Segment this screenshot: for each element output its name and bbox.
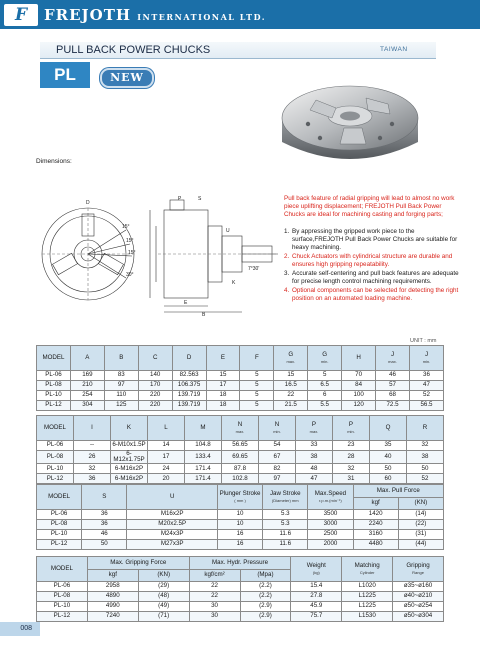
table-cell: 48 bbox=[296, 464, 333, 474]
table-cell: 15 bbox=[274, 371, 308, 381]
table-cell: 56.5 bbox=[409, 401, 443, 411]
table-cell: 18 bbox=[206, 401, 240, 411]
table-cell: 16 bbox=[217, 540, 262, 550]
table-cell: PL-08 bbox=[37, 520, 82, 530]
table-cell: 1420 bbox=[353, 510, 398, 520]
table-cell: 5 bbox=[240, 381, 274, 391]
table-cell: 7240 bbox=[87, 612, 138, 622]
dimensions-table-1 bbox=[36, 345, 444, 411]
col-header: M bbox=[185, 416, 222, 441]
col-header: R bbox=[407, 416, 444, 441]
table-cell: PL-12 bbox=[37, 540, 82, 550]
table-cell: 56.65 bbox=[222, 441, 259, 451]
table-cell: 50 bbox=[370, 464, 407, 474]
drawing-label-u: U bbox=[226, 228, 230, 234]
dimensions-label: Dimensions: bbox=[36, 158, 72, 165]
table-cell: 31 bbox=[333, 474, 370, 484]
table-cell: PL-10 bbox=[37, 530, 82, 540]
table-cell: 17 bbox=[148, 451, 185, 464]
table-cell: 6-M10x1.5P bbox=[111, 441, 148, 451]
col-header: D bbox=[172, 346, 206, 371]
model-code: PL bbox=[40, 62, 90, 88]
table-cell: 68 bbox=[376, 391, 410, 401]
table-cell: 11.6 bbox=[263, 540, 308, 550]
table-cell: L1020 bbox=[342, 582, 393, 592]
col-grip-kn: (KN) bbox=[138, 570, 189, 582]
drawing-label-p: P bbox=[178, 196, 182, 202]
chuck-photo bbox=[270, 58, 430, 178]
table-cell: 57 bbox=[376, 381, 410, 391]
table-cell: (2.2) bbox=[240, 592, 291, 602]
table-cell: 46 bbox=[82, 530, 127, 540]
table-cell: 4990 bbox=[87, 602, 138, 612]
table-cell: (49) bbox=[138, 602, 189, 612]
table-cell: 50 bbox=[407, 464, 444, 474]
stroke-speed-table bbox=[36, 484, 444, 550]
table-cell: 36 bbox=[82, 520, 127, 530]
table-cell: M27x3P bbox=[127, 540, 218, 550]
angle-3: 15° bbox=[128, 250, 136, 256]
table-row bbox=[37, 474, 444, 484]
table-row bbox=[37, 612, 444, 622]
table-cell: 140 bbox=[138, 371, 172, 381]
col-header: MODEL bbox=[37, 346, 71, 371]
table-cell: 84 bbox=[342, 381, 376, 391]
col-pull-force: Max. Pull Force bbox=[353, 485, 443, 498]
table-cell: 4890 bbox=[87, 592, 138, 602]
table-cell: 10 bbox=[217, 520, 262, 530]
table-cell: 75.7 bbox=[291, 612, 342, 622]
table-cell: 32 bbox=[74, 464, 111, 474]
col-grip-kgf: kgf bbox=[87, 570, 138, 582]
table-cell: 171.4 bbox=[185, 474, 222, 484]
table-row bbox=[37, 520, 444, 530]
drawing-label-d: D bbox=[86, 200, 90, 206]
table-cell: 32 bbox=[407, 441, 444, 451]
table-cell: 5.3 bbox=[263, 510, 308, 520]
table-cell: 3160 bbox=[353, 530, 398, 540]
table-cell: 69.65 bbox=[222, 451, 259, 464]
page-number: 008 bbox=[0, 622, 40, 636]
table-cell: ø50~ø304 bbox=[393, 612, 444, 622]
col-plunger: Plunger Stroke ( mm ) bbox=[217, 485, 262, 510]
table-cell: 70 bbox=[342, 371, 376, 381]
col-s: S bbox=[82, 485, 127, 510]
table-cell: 5 bbox=[240, 391, 274, 401]
table-cell: PL-06 bbox=[37, 441, 74, 451]
table-cell: 17 bbox=[206, 381, 240, 391]
table-cell: 5 bbox=[240, 371, 274, 381]
col-header: P max. bbox=[296, 416, 333, 441]
table-cell: (29) bbox=[138, 582, 189, 592]
table-cell: 104.8 bbox=[185, 441, 222, 451]
table-cell: 304 bbox=[70, 401, 104, 411]
table-row bbox=[37, 451, 444, 464]
table-cell: 18 bbox=[206, 391, 240, 401]
feature-item: 4. Optional components can be selected for detecting the right position on an automated loading machine. bbox=[284, 287, 459, 302]
table-cell: 35 bbox=[370, 441, 407, 451]
page-title: PULL BACK POWER CHUCKS bbox=[56, 44, 211, 56]
brand-name bbox=[44, 6, 266, 24]
table-cell: L1225 bbox=[342, 602, 393, 612]
col-header: I bbox=[74, 416, 111, 441]
table-cell: 2500 bbox=[308, 530, 353, 540]
table-cell: 254 bbox=[70, 391, 104, 401]
gripping-table bbox=[36, 556, 444, 622]
table-cell: 139.719 bbox=[172, 401, 206, 411]
brand-main: FREJOTH bbox=[44, 6, 132, 24]
drawing-label-b: B bbox=[202, 312, 206, 318]
table-cell: 171.4 bbox=[185, 464, 222, 474]
table-cell: 14 bbox=[148, 441, 185, 451]
drawing-label-k: K bbox=[232, 280, 236, 286]
table-row bbox=[37, 381, 444, 391]
table-cell: 47 bbox=[296, 474, 333, 484]
feature-item: 2. Chuck Actuators with cylindrical structure are durable and ensures high gripping repeatability. bbox=[284, 253, 453, 268]
table-cell: 82 bbox=[259, 464, 296, 474]
table-row bbox=[37, 530, 444, 540]
col-model: MODEL bbox=[37, 557, 88, 582]
table-row bbox=[37, 371, 444, 381]
col-header: K bbox=[111, 416, 148, 441]
brand-logo: F bbox=[4, 4, 38, 26]
chamfer-angle: 7°30' bbox=[248, 266, 260, 272]
table-cell: 52 bbox=[407, 474, 444, 484]
col-header: C bbox=[138, 346, 172, 371]
col-jaw: Jaw Stroke (Diameter) mm bbox=[263, 485, 308, 510]
col-pressure-mpa: (Mpa) bbox=[240, 570, 291, 582]
table-cell: 26 bbox=[74, 451, 111, 464]
table-cell: 38 bbox=[296, 451, 333, 464]
col-header: B bbox=[104, 346, 138, 371]
table-cell: PL-08 bbox=[37, 592, 88, 602]
angle-2: 15° bbox=[126, 238, 134, 244]
table-cell: 3000 bbox=[308, 520, 353, 530]
table-cell: PL-08 bbox=[37, 451, 74, 464]
table-cell: (31) bbox=[398, 530, 443, 540]
table-cell: 27.8 bbox=[291, 592, 342, 602]
col-header: Q bbox=[370, 416, 407, 441]
table-cell: L1530 bbox=[342, 612, 393, 622]
table-row bbox=[37, 391, 444, 401]
table-cell: 5.5 bbox=[308, 401, 342, 411]
table-cell: 50 bbox=[82, 540, 127, 550]
table-cell: 6.5 bbox=[308, 381, 342, 391]
table-cell: 16 bbox=[217, 530, 262, 540]
table-cell: (2.9) bbox=[240, 602, 291, 612]
table-cell: 40 bbox=[370, 451, 407, 464]
new-badge: NEW bbox=[100, 68, 154, 88]
table-cell: 4480 bbox=[353, 540, 398, 550]
col-pull-kgf: kgf bbox=[353, 498, 398, 510]
table-cell: 102.8 bbox=[222, 474, 259, 484]
table-cell: PL-10 bbox=[37, 391, 71, 401]
col-header: L bbox=[148, 416, 185, 441]
table-cell: 125 bbox=[104, 401, 138, 411]
col-header: N min. bbox=[259, 416, 296, 441]
table-row bbox=[37, 464, 444, 474]
col-header: J min. bbox=[409, 346, 443, 371]
drawing-label-e: E bbox=[184, 300, 188, 306]
table-row bbox=[37, 540, 444, 550]
table-cell: 3500 bbox=[308, 510, 353, 520]
col-grip-force: Max. Gripping Force bbox=[87, 557, 189, 570]
table-cell: 120 bbox=[342, 401, 376, 411]
table-cell: 30 bbox=[189, 602, 240, 612]
table-cell: 47 bbox=[409, 381, 443, 391]
table-cell: M16x2P bbox=[127, 510, 218, 520]
angle-4: 30° bbox=[126, 272, 134, 278]
table-cell: (14) bbox=[398, 510, 443, 520]
col-header: H bbox=[342, 346, 376, 371]
table-cell: 23 bbox=[333, 441, 370, 451]
table-row bbox=[37, 582, 444, 592]
table-cell: 24 bbox=[148, 464, 185, 474]
table-cell: 52 bbox=[409, 391, 443, 401]
table-cell: PL-08 bbox=[37, 381, 71, 391]
col-cylinder: Matching Cylinder bbox=[342, 557, 393, 582]
table-row bbox=[37, 441, 444, 451]
table-cell: 21.5 bbox=[274, 401, 308, 411]
table-row bbox=[37, 602, 444, 612]
table-cell: 36 bbox=[74, 474, 111, 484]
table-cell: 22 bbox=[189, 592, 240, 602]
table-cell: M24x3P bbox=[127, 530, 218, 540]
col-header: F bbox=[240, 346, 274, 371]
table-cell: (44) bbox=[398, 540, 443, 550]
table-cell: (71) bbox=[138, 612, 189, 622]
feature-item: 3. Accurate self-centering and pull back features are adequate for precise length control machining requirements. bbox=[284, 270, 459, 285]
table-cell: PL-12 bbox=[37, 474, 74, 484]
table-cell: 72.5 bbox=[376, 401, 410, 411]
feature-item: 1. By appressing the gripped work piece to the surface,FREJOTH Pull Back Power Chucks are suitable for heavy machining. bbox=[284, 228, 458, 251]
table-cell: 16.5 bbox=[274, 381, 308, 391]
table-cell: 11.6 bbox=[263, 530, 308, 540]
table-cell: 45.9 bbox=[291, 602, 342, 612]
header-bar bbox=[0, 0, 480, 29]
table-cell: 133.4 bbox=[185, 451, 222, 464]
table-cell: 15 bbox=[206, 371, 240, 381]
table-row bbox=[37, 510, 444, 520]
col-hydr-pressure: Max. Hydr. Pressure bbox=[189, 557, 291, 570]
table-cell: 220 bbox=[138, 391, 172, 401]
table-cell: 169 bbox=[70, 371, 104, 381]
table-cell: PL-12 bbox=[37, 401, 71, 411]
col-speed: Max.Speed r.p.m.(min⁻¹) bbox=[308, 485, 353, 510]
table-row bbox=[37, 592, 444, 602]
col-u: U bbox=[127, 485, 218, 510]
feature-list bbox=[284, 228, 462, 304]
col-header: G min. bbox=[308, 346, 342, 371]
table-cell: PL-12 bbox=[37, 612, 88, 622]
table-cell: 5.3 bbox=[263, 520, 308, 530]
table-cell: 220 bbox=[138, 401, 172, 411]
col-header: J max. bbox=[376, 346, 410, 371]
table-cell: 54 bbox=[259, 441, 296, 451]
table-cell: 15.4 bbox=[291, 582, 342, 592]
table-cell: 210 bbox=[70, 381, 104, 391]
table-cell: 170 bbox=[138, 381, 172, 391]
drawing-label-s: S bbox=[198, 196, 202, 202]
col-header: N max. bbox=[222, 416, 259, 441]
table-cell: M20x2.5P bbox=[127, 520, 218, 530]
table-cell: PL-06 bbox=[37, 510, 82, 520]
table-cell: 97 bbox=[104, 381, 138, 391]
table-cell: 46 bbox=[376, 371, 410, 381]
col-weight: Weight (kg) bbox=[291, 557, 342, 582]
table-cell: (22) bbox=[398, 520, 443, 530]
table-cell: 36 bbox=[409, 371, 443, 381]
table-cell: 10 bbox=[217, 510, 262, 520]
table-cell: 6-M16x2P bbox=[111, 474, 148, 484]
table-cell: 82.563 bbox=[172, 371, 206, 381]
table-cell: (2.2) bbox=[240, 582, 291, 592]
table-cell: 110 bbox=[104, 391, 138, 401]
table-cell: 106.375 bbox=[172, 381, 206, 391]
brand-sub: INTERNATIONAL LTD. bbox=[137, 12, 267, 22]
table-cell: PL-06 bbox=[37, 582, 88, 592]
col-pressure-kgf: kgf/cm² bbox=[189, 570, 240, 582]
col-model: MODEL bbox=[37, 485, 82, 510]
table-cell: 38 bbox=[407, 451, 444, 464]
table-cell: 32 bbox=[333, 464, 370, 474]
table-cell: 30 bbox=[189, 612, 240, 622]
table-cell: 20 bbox=[148, 474, 185, 484]
table-cell: (2.9) bbox=[240, 612, 291, 622]
dimensions-table-2 bbox=[36, 415, 444, 484]
table-cell: PL-10 bbox=[37, 464, 74, 474]
technical-drawing bbox=[38, 196, 280, 318]
table-cell: -- bbox=[74, 441, 111, 451]
table-cell: 87.8 bbox=[222, 464, 259, 474]
table-cell: L1225 bbox=[342, 592, 393, 602]
table-cell: 2240 bbox=[353, 520, 398, 530]
angle-1: 15° bbox=[122, 224, 130, 230]
col-header: A bbox=[70, 346, 104, 371]
table-cell: 139.719 bbox=[172, 391, 206, 401]
table-cell: PL-06 bbox=[37, 371, 71, 381]
table-cell: 97 bbox=[259, 474, 296, 484]
table-cell: PL-10 bbox=[37, 602, 88, 612]
description-intro: Pull back feature of radial gripping will lead to almost no work piece uplifting displacement; FREJOTH Pull Back Power Chucks are ideal for machining casting and forging parts; bbox=[284, 195, 455, 218]
col-range: Gripping Range bbox=[393, 557, 444, 582]
table-row bbox=[37, 401, 444, 411]
table-cell: 83 bbox=[104, 371, 138, 381]
table-cell: 6-M16x2P bbox=[111, 464, 148, 474]
col-pull-kn: (KN) bbox=[398, 498, 443, 510]
table-cell: ø35~ø160 bbox=[393, 582, 444, 592]
table-cell: 60 bbox=[370, 474, 407, 484]
table-cell: (48) bbox=[138, 592, 189, 602]
table-cell: 6-M12x1.75P bbox=[111, 451, 148, 464]
unit-label: UNIT : mm bbox=[410, 338, 437, 344]
table-cell: 67 bbox=[259, 451, 296, 464]
table-cell: 2000 bbox=[308, 540, 353, 550]
table-cell: 28 bbox=[333, 451, 370, 464]
table-cell: 36 bbox=[82, 510, 127, 520]
table-cell: 100 bbox=[342, 391, 376, 401]
table-cell: 2958 bbox=[87, 582, 138, 592]
col-header: G max. bbox=[274, 346, 308, 371]
table-cell: ø50~ø254 bbox=[393, 602, 444, 612]
country-label: TAIWAN bbox=[380, 46, 408, 53]
table-cell: 22 bbox=[274, 391, 308, 401]
table-cell: 5 bbox=[308, 371, 342, 381]
table-cell: 22 bbox=[189, 582, 240, 592]
table-cell: 33 bbox=[296, 441, 333, 451]
col-header: P min. bbox=[333, 416, 370, 441]
table-cell: 5 bbox=[240, 401, 274, 411]
table-cell: ø40~ø210 bbox=[393, 592, 444, 602]
table-cell: 6 bbox=[308, 391, 342, 401]
col-header: MODEL bbox=[37, 416, 74, 441]
col-header: E bbox=[206, 346, 240, 371]
